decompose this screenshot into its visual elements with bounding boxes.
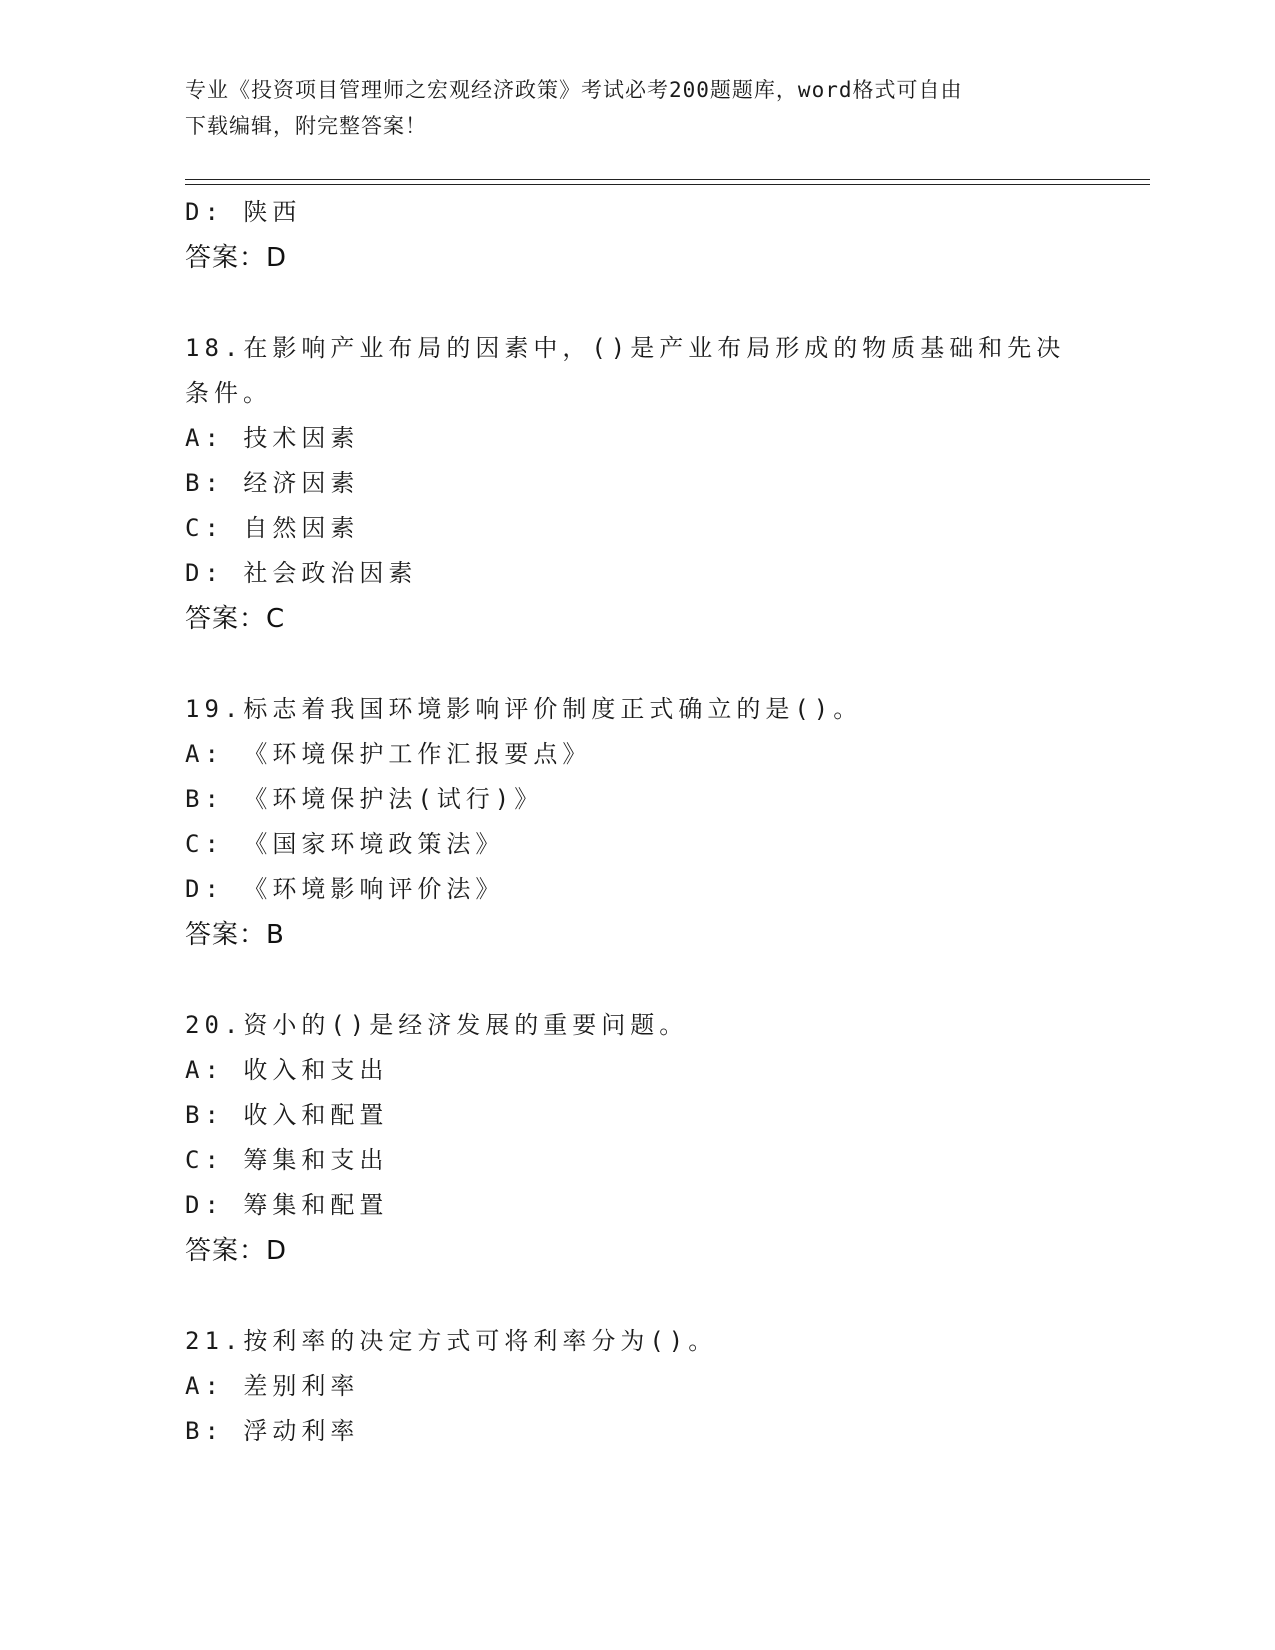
option-b: B: 浮动利率 (185, 1417, 360, 1445)
option-d: D: 陕西 (185, 198, 302, 226)
question-text: 20.资小的()是经济发展的重要问题。 (185, 1011, 689, 1039)
option-b: B: 《环境保护法(试行)》 (185, 785, 544, 813)
answer: 答案：C (185, 604, 286, 634)
question-21 (185, 1319, 1085, 1454)
question-text: 18.在影响产业布局的因素中，()是产业布局形成的物质基础和先决条件。 (185, 334, 1066, 407)
header-line-2: 下载编辑，附完整答案！ (185, 114, 427, 138)
header-rule-top (185, 179, 1150, 180)
header-rule-bottom (185, 184, 1150, 185)
option-d: D: 筹集和配置 (185, 1191, 389, 1219)
option-c: C: 自然因素 (185, 514, 360, 542)
option-d: D: 社会政治因素 (185, 559, 418, 587)
option-a: A: 差别利率 (185, 1372, 360, 1400)
answer: 答案：D (185, 1236, 288, 1266)
option-a: A: 技术因素 (185, 424, 360, 452)
option-a: A: 收入和支出 (185, 1056, 389, 1084)
answer: 答案：D (185, 243, 288, 273)
question-20 (185, 1003, 1085, 1274)
question-18 (185, 326, 1085, 642)
answer: 答案：B (185, 920, 285, 950)
question-content (185, 190, 1085, 1454)
question-text: 21.按利率的决定方式可将利率分为()。 (185, 1327, 718, 1355)
question-text: 19.标志着我国环境影响评价制度正式确立的是()。 (185, 695, 863, 723)
option-c: C: 筹集和支出 (185, 1146, 389, 1174)
option-c: C: 《国家环境政策法》 (185, 830, 505, 858)
option-a: A: 《环境保护工作汇报要点》 (185, 740, 592, 768)
option-b: B: 经济因素 (185, 469, 360, 497)
option-b: B: 收入和配置 (185, 1101, 389, 1129)
option-d: D: 《环境影响评价法》 (185, 875, 505, 903)
header-line-1: 专业《投资项目管理师之宏观经济政策》考试必考200题题库，word格式可自由 (185, 78, 963, 102)
document-header (185, 72, 1065, 144)
question-19 (185, 687, 1085, 958)
